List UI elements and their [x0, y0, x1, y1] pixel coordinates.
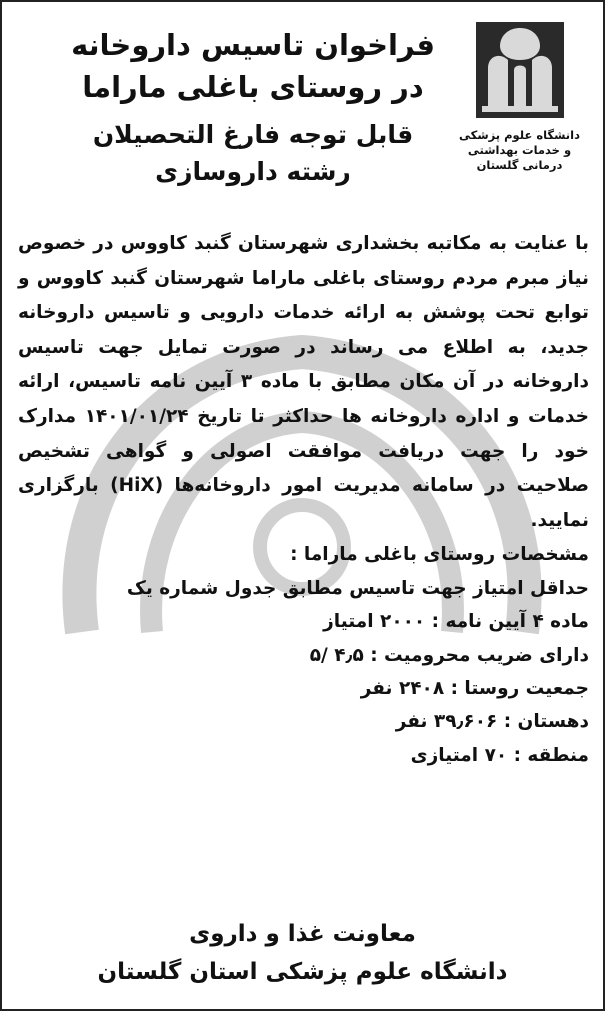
- signature-block: [2, 915, 603, 991]
- spec-village-population: جمعیت روستا : ۲۴۰۸ نفر: [360, 677, 589, 699]
- signature-line2: دانشگاه علوم پزشکی استان گلستان: [97, 959, 508, 985]
- spec-region: منطقه : ۷۰ امتیازی: [410, 744, 589, 766]
- page-subtitle: قابل توجه فارغ التحصیلان: [92, 120, 414, 149]
- page-subtitle-line2: رشته داروسازی: [155, 157, 351, 186]
- title-block: [43, 24, 463, 190]
- logo-caption-line: و خدمات بهداشتی: [467, 143, 572, 157]
- header: [2, 2, 603, 227]
- village-specs: [2, 538, 603, 772]
- university-logo: [457, 20, 582, 173]
- spec-min-score: حداقل امتیاز جهت تاسیس مطابق جدول شماره یک: [126, 577, 589, 599]
- announcement-paragraph: با عنایت به مکاتبه بخشداری شهرستان گنبد کاووس در خصوص نیاز مبرم مردم روستای باغلی ماراما شهرستان گنبد کاووس و توابع تحت پوشش به ارائه خدمات دارویی و تاسیس داروخانه جدید، به اطلاع می رساند در صورت تمایل جهت تاسیس داروخانه در آن مکان مطابق با ماده ۳ آیین نامه تاسیس، ارائه خدمات و اداره داروخانه ها حداکثر تا تاریخ ۱۴۰۱/۰۱/۲۴ مدارک خود را جهت دریافت موافقت اصولی و گواهی تشخیص صلاحیت در سامانه مدیریت امور داروخانه‌ها (HiX) بارگزاری نمایید.: [18, 233, 590, 531]
- logo-caption-line: درمانی گلستان: [476, 158, 563, 172]
- spec-district-population: دهستان : ۳۹٫۶۰۶ نفر: [395, 711, 589, 733]
- spec-deprivation: دارای ضریب محرومیت : ۴٫۵ /۵: [309, 644, 589, 666]
- specs-heading: مشخصات روستای باغلی ماراما :: [290, 544, 589, 566]
- logo-caption-line: دانشگاه علوم پزشکی: [459, 128, 580, 142]
- university-emblem-icon: [474, 20, 566, 120]
- logo-caption: [457, 128, 582, 173]
- announcement-body: [2, 227, 603, 538]
- signature-line1: معاونت غذا و داروی: [189, 921, 416, 947]
- spec-min-score-cont: ماده ۴ آیین نامه : ۲۰۰۰ امتیاز: [323, 611, 589, 633]
- page-title-line2: در روستای باغلی ماراما: [82, 70, 424, 104]
- page-title: فراخوان تاسیس داروخانه: [71, 28, 435, 62]
